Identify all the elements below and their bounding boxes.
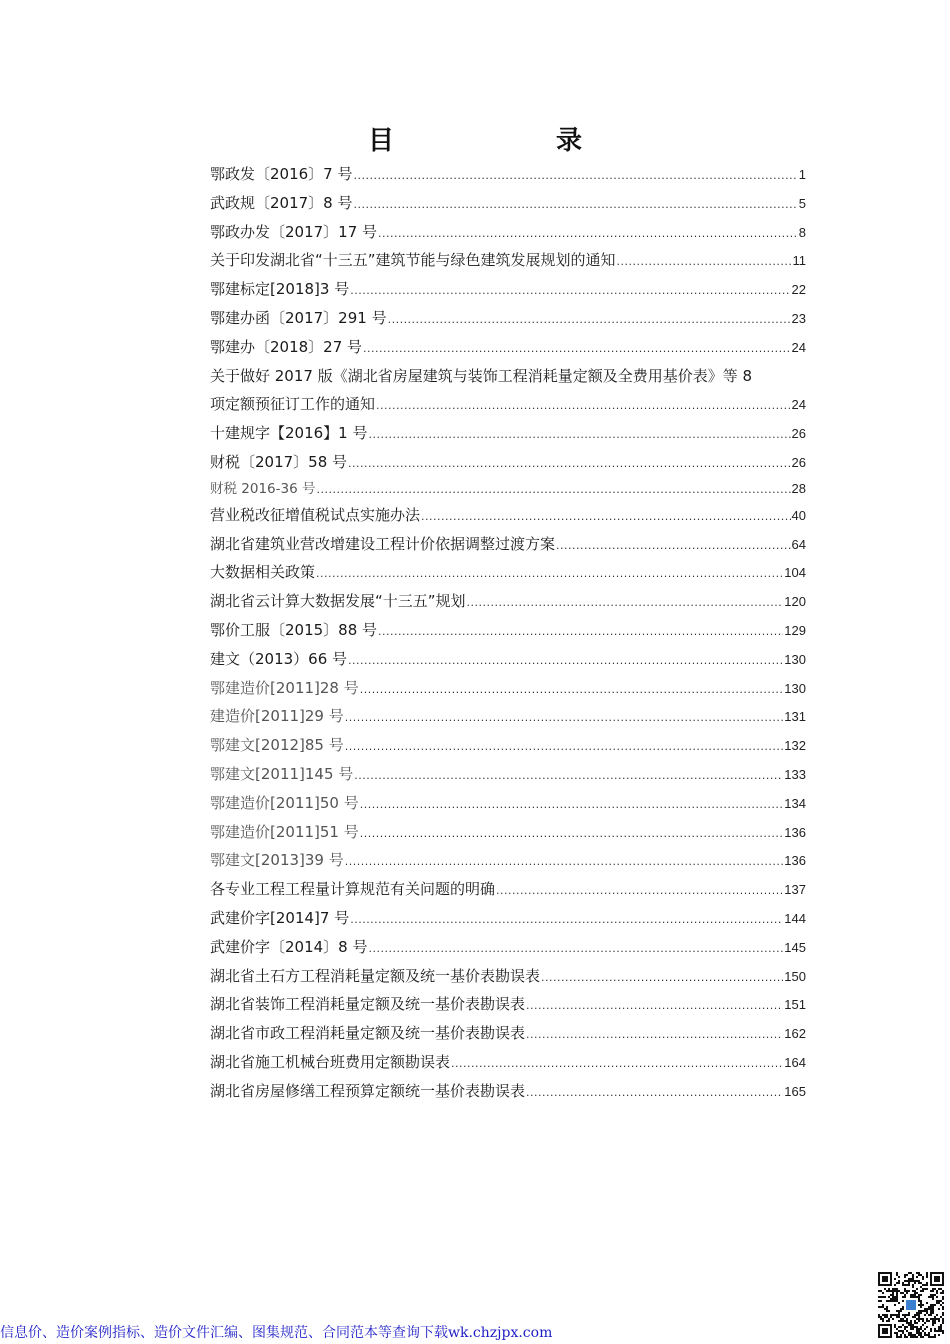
toc-leader-dots <box>369 421 791 450</box>
toc-entry-label: 武建价字〔2014〕8 号 <box>210 937 368 956</box>
toc-entry[interactable] <box>210 304 806 333</box>
toc-leader-dots <box>345 733 784 762</box>
toc-leader-dots <box>421 503 791 532</box>
toc-entry[interactable] <box>210 702 806 731</box>
toc-entry[interactable] <box>210 933 806 962</box>
toc-leader-dots <box>316 560 783 589</box>
toc-entry-page: 26 <box>791 454 806 470</box>
page-title: 目 录 <box>367 126 650 156</box>
toc-entry[interactable] <box>210 645 806 674</box>
toc-entry[interactable] <box>210 275 806 304</box>
toc-leader-dots <box>345 704 784 733</box>
toc-entry-page: 131 <box>784 709 806 725</box>
toc-entry[interactable] <box>210 448 806 477</box>
qr-code-icon <box>878 1272 944 1338</box>
toc-entry[interactable] <box>210 846 806 875</box>
toc-entry-label: 关于做好 2017 版《湖北省房屋建筑与装饰工程消耗量定额及全费用基价表》等 8 <box>210 366 753 385</box>
toc-entry[interactable] <box>210 501 806 530</box>
footer-link[interactable]: 信息价、造价案例指标、造价文件汇编、图集规范、合同范本等查询下载wk.chzjpx.com <box>0 1325 553 1341</box>
toc-entry-page: 28 <box>791 480 806 496</box>
toc-entry[interactable] <box>210 587 806 616</box>
toc-leader-dots <box>451 1050 783 1079</box>
toc-entry[interactable] <box>210 218 806 247</box>
toc-entry[interactable] <box>210 333 806 362</box>
toc-leader-dots <box>526 1021 783 1050</box>
toc-entry[interactable] <box>210 390 806 419</box>
toc-entry-label: 湖北省建筑业营改增建设工程计价依据调整过渡方案 <box>210 534 556 553</box>
toc-entry-page: 136 <box>784 824 806 840</box>
toc-entry[interactable] <box>210 1077 806 1106</box>
toc-entry-label: 湖北省施工机械台班费用定额勘误表 <box>210 1052 451 1071</box>
toc-leader-dots <box>467 589 784 618</box>
toc-entry[interactable] <box>210 789 806 818</box>
toc-entry-label: 鄂价工服〔2015〕88 号 <box>210 620 378 639</box>
toc-entry-label: 鄂政办发〔2017〕17 号 <box>210 222 378 241</box>
toc-entry-page: 144 <box>784 910 806 926</box>
toc-entry-page: 136 <box>784 853 806 869</box>
toc-leader-dots <box>378 618 783 647</box>
toc-entry[interactable] <box>210 731 806 760</box>
toc-entry[interactable] <box>210 674 806 703</box>
toc-leader-dots <box>354 191 798 220</box>
toc-entry-label: 财税〔2017〕58 号 <box>210 452 348 471</box>
toc-entry-page: 137 <box>784 882 806 898</box>
toc-leader-dots <box>360 820 784 849</box>
toc-entry[interactable] <box>210 189 806 218</box>
toc-entry-label: 大数据相关政策 <box>210 563 316 582</box>
toc-entry[interactable] <box>210 990 806 1019</box>
toc-entry-label: 湖北省市政工程消耗量定额及统一基价表勘误表 <box>210 1024 526 1043</box>
toc-entry[interactable] <box>210 419 806 448</box>
toc-entry-page: 8 <box>798 224 806 240</box>
toc-leader-dots <box>369 935 784 964</box>
toc-leader-dots <box>541 964 783 993</box>
toc-entry-label: 十建规字【2016】1 号 <box>210 424 368 443</box>
toc-entry[interactable] <box>210 962 806 991</box>
toc-entry-label: 湖北省土石方工程消耗量定额及统一基价表勘误表 <box>210 966 541 985</box>
toc-entry-page: 23 <box>791 310 806 326</box>
toc-entry-page: 5 <box>798 195 806 211</box>
toc-leader-dots <box>617 248 792 277</box>
toc-leader-dots <box>363 335 791 364</box>
toc-entry[interactable] <box>210 818 806 847</box>
toc-entry-page: 130 <box>784 680 806 696</box>
toc-entry-label: 鄂建造价[2011]50 号 <box>210 793 359 812</box>
toc-entry-label: 鄂建标定[2018]3 号 <box>210 280 350 299</box>
toc-entry-page: 164 <box>784 1054 806 1070</box>
toc-entry-label: 营业税改征增值税试点实施办法 <box>210 505 421 524</box>
toc-leader-dots <box>350 277 790 306</box>
toc-entry[interactable] <box>210 1048 806 1077</box>
toc-entry-page: 64 <box>791 536 806 552</box>
toc-entry-page: 133 <box>784 766 806 782</box>
toc-entry-label: 鄂建文[2011]145 号 <box>210 764 354 783</box>
toc-entry-label: 鄂建文[2012]85 号 <box>210 736 344 755</box>
toc-leader-dots <box>526 1079 783 1108</box>
toc-entry[interactable] <box>210 477 806 501</box>
toc-leader-dots <box>556 532 791 561</box>
toc-leader-dots <box>348 647 783 676</box>
toc-entry-label: 鄂政发〔2016〕7 号 <box>210 165 353 183</box>
toc-entry-label: 湖北省云计算大数据发展“十三五”规划 <box>210 592 466 611</box>
toc-entry-label: 建文（2013）66 号 <box>210 649 348 668</box>
toc-entry-label: 湖北省房屋修缮工程预算定额统一基价表勘误表 <box>210 1081 526 1100</box>
toc-entry[interactable] <box>210 1019 806 1048</box>
toc-entry-label: 鄂建办〔2018〕27 号 <box>210 337 363 356</box>
toc-entry-page: 26 <box>791 426 806 442</box>
toc-entry[interactable] <box>210 904 806 933</box>
toc-leader-dots <box>354 162 798 191</box>
toc-entry-page: 134 <box>784 795 806 811</box>
toc-entry[interactable] <box>210 530 806 559</box>
toc-leader-dots <box>360 791 784 820</box>
toc-entry-page: 165 <box>784 1083 806 1099</box>
toc-entry-page: 40 <box>791 507 806 523</box>
toc-leader-dots <box>350 906 783 935</box>
toc-entry[interactable] <box>210 558 806 587</box>
table-of-contents <box>210 160 806 1106</box>
toc-leader-dots <box>388 306 791 335</box>
toc-entry-label: 财税 2016-36 号 <box>210 480 316 497</box>
toc-entry[interactable] <box>210 160 806 189</box>
toc-entry-page: 120 <box>784 594 806 610</box>
toc-entry[interactable] <box>210 760 806 789</box>
toc-entry-page: 162 <box>784 1026 806 1042</box>
toc-entry-label: 武政规〔2017〕8 号 <box>210 193 353 212</box>
toc-entry-page: 145 <box>784 939 806 955</box>
toc-entry-page: 151 <box>784 997 806 1013</box>
toc-leader-dots <box>360 676 784 705</box>
toc-leader-dots <box>376 392 791 421</box>
toc-entry-label: 建造价[2011]29 号 <box>210 707 344 726</box>
toc-entry-label: 鄂建文[2013]39 号 <box>210 851 344 870</box>
toc-entry-page: 11 <box>792 253 806 269</box>
toc-entry-label: 鄂建办函〔2017〕291 号 <box>210 308 387 327</box>
toc-entry-page: 24 <box>791 339 806 355</box>
toc-entry-page: 129 <box>784 622 806 638</box>
toc-entry-label: 武建价字[2014]7 号 <box>210 908 350 927</box>
toc-entry-label: 各专业工程工程量计算规范有关问题的明确 <box>210 880 496 899</box>
toc-entry-page: 1 <box>798 167 806 182</box>
toc-entry[interactable] <box>210 616 806 645</box>
toc-entry-page: 22 <box>791 282 806 298</box>
toc-entry-label: 湖北省装饰工程消耗量定额及统一基价表勘误表 <box>210 995 526 1014</box>
toc-entry-label: 鄂建造价[2011]51 号 <box>210 822 359 841</box>
toc-leader-dots <box>496 877 783 906</box>
toc-entry[interactable] <box>210 246 806 275</box>
toc-entry-page: 132 <box>784 738 806 754</box>
toc-entry-page: 104 <box>784 565 806 581</box>
toc-entry-label: 关于印发湖北省“十三五”建筑节能与绿色建筑发展规划的通知 <box>210 251 616 270</box>
toc-leader-dots <box>354 762 783 791</box>
toc-entry-page: 130 <box>784 651 806 667</box>
toc-entry[interactable] <box>210 875 806 904</box>
toc-leader-dots <box>348 450 791 479</box>
toc-entry-label: 鄂建造价[2011]28 号 <box>210 678 359 697</box>
toc-leader-dots <box>317 478 791 502</box>
toc-entry-page: 150 <box>784 968 806 984</box>
toc-leader-dots <box>345 848 784 877</box>
toc-entry-label: 项定额预征订工作的通知 <box>210 395 376 414</box>
toc-leader-dots <box>378 220 798 249</box>
toc-entry-page: 24 <box>791 397 806 413</box>
toc-leader-dots <box>526 992 783 1021</box>
toc-entry[interactable] <box>210 362 806 391</box>
